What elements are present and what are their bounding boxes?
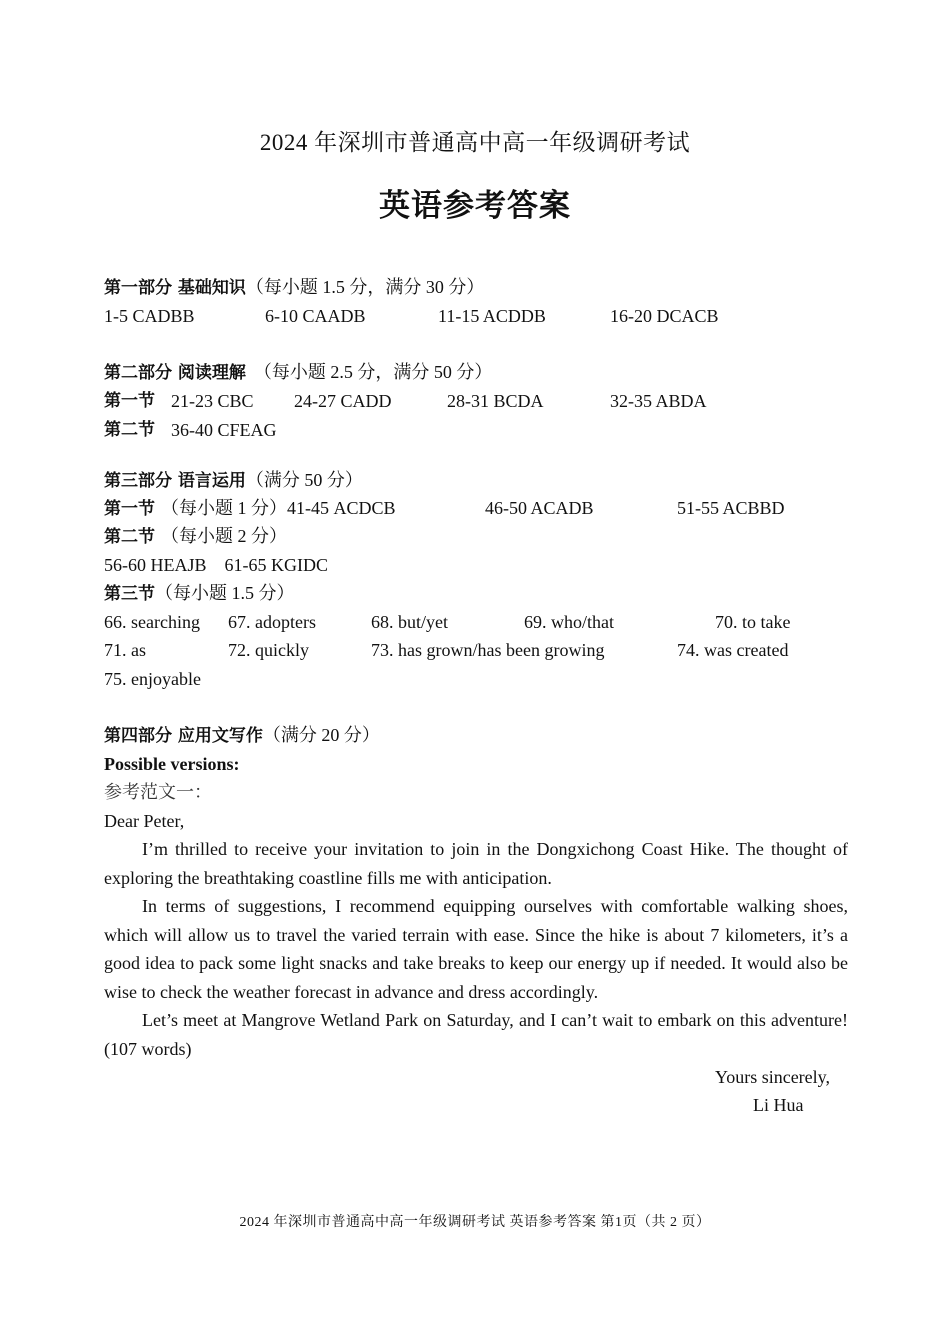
part2-sec1-label: 第一节 <box>104 391 155 411</box>
part3-score: （满分 50 分） <box>245 470 363 490</box>
part3-sec3-score: （每小题 1.5 分） <box>155 583 295 603</box>
part3-sec1-score: （每小题 1 分） <box>161 498 287 518</box>
part4-score: （满分 20 分） <box>262 725 380 745</box>
answer-73: 73. has grown/has been growing <box>371 640 605 660</box>
part3-sec1-label: 第一节 <box>104 499 155 519</box>
part3-sec3-label: 第三节 <box>104 584 155 604</box>
part1-answer-4: 16-20 DCACB <box>610 306 719 326</box>
part3-sec1-line <box>104 497 396 520</box>
part2-sec1-answer-1: 21-23 CBC <box>171 391 254 411</box>
answer-75: 75. enjoyable <box>104 669 201 689</box>
exam-title: 2024 年深圳市普通高中高一年级调研考试 <box>259 130 691 155</box>
part2-sec1-answer-2: 24-27 CADD <box>294 391 392 411</box>
answer-72: 72. quickly <box>228 640 309 660</box>
part3-sec2-score: （每小题 2 分） <box>161 526 287 546</box>
letter-signature: Li Hua <box>753 1095 804 1115</box>
answer-69: 69. who/that <box>524 612 614 632</box>
sample-label: 参考范文一： <box>104 782 212 802</box>
part1-answer-1: 1-5 CADBB <box>104 306 195 326</box>
part3-sec1-answer-2: 46-50 ACADB <box>485 498 594 518</box>
part3-sec3-line <box>104 582 295 605</box>
answer-70: 70. to take <box>715 612 791 632</box>
part2-sec2-label: 第二节 <box>104 420 155 440</box>
part1-answer-3: 11-15 ACDDB <box>438 306 546 326</box>
answer-74: 74. was created <box>677 640 789 660</box>
letter-paragraph-1: I’m thrilled to receive your invitation to join in the Dongxichong Coast Hike. The thought of exploring the breathtaking coastline fills me with anticipation. <box>104 839 848 888</box>
part1-header <box>104 276 484 299</box>
part4-header <box>104 724 380 747</box>
part1-answer-2: 6-10 CAADB <box>265 306 366 326</box>
part3-sec2-line <box>104 525 287 548</box>
part4-heading: 第四部分 应用文写作 <box>104 726 263 746</box>
answer-68: 68. but/yet <box>371 612 448 632</box>
part2-heading: 第二部分 阅读理解 <box>104 363 246 383</box>
possible-versions-label: Possible versions: <box>104 754 240 774</box>
answer-71: 71. as <box>104 640 146 660</box>
part1-heading: 第一部分 基础知识 <box>104 278 246 298</box>
page-footer: 2024 年深圳市普通高中高一年级调研考试 英语参考答案 第1页（共 2 页） <box>239 1215 711 1230</box>
part1-score: （每小题 1.5 分，满分 30 分） <box>245 277 485 297</box>
part3-sec1-answer-3: 51-55 ACBBD <box>677 498 785 518</box>
part3-heading: 第三部分 语言运用 <box>104 471 246 491</box>
part3-sec2-label: 第二节 <box>104 527 155 547</box>
document-subtitle: 英语参考答案 <box>379 188 571 224</box>
answer-66: 66. searching <box>104 612 200 632</box>
letter-closing: Yours sincerely, <box>715 1067 830 1087</box>
part3-header <box>104 469 363 492</box>
letter-paragraph-3: Let’s meet at Mangrove Wetland Park on Saturday, and I can’t wait to embark on this adventure! (107 words) <box>104 1010 848 1059</box>
part3-sec1-answer-1: 41-45 ACDCB <box>287 498 396 518</box>
letter-greeting: Dear Peter, <box>104 811 185 831</box>
part2-sec2-answer: 36-40 CFEAG <box>171 420 277 440</box>
part2-sec1-answer-3: 28-31 BCDA <box>447 391 544 411</box>
part2-sec1-answer-4: 32-35 ABDA <box>610 391 707 411</box>
part2-score: （每小题 2.5 分，满分 50 分） <box>253 362 493 382</box>
letter-paragraph-2: In terms of suggestions, I recommend equipping ourselves with comfortable walking shoes, which will allow us to travel the varied terrain with ease. Since the hike is about 7 kilometers, it’s a good idea to pack some light snacks and take breaks to keep our energy up if needed. It would also be wise to check the weather forecast in advance and dress accordingly. <box>104 896 848 1002</box>
answer-67: 67. adopters <box>228 612 316 632</box>
part2-header <box>104 361 492 384</box>
part3-sec2-answers: 56-60 HEAJB 61-65 KGIDC <box>104 555 328 575</box>
